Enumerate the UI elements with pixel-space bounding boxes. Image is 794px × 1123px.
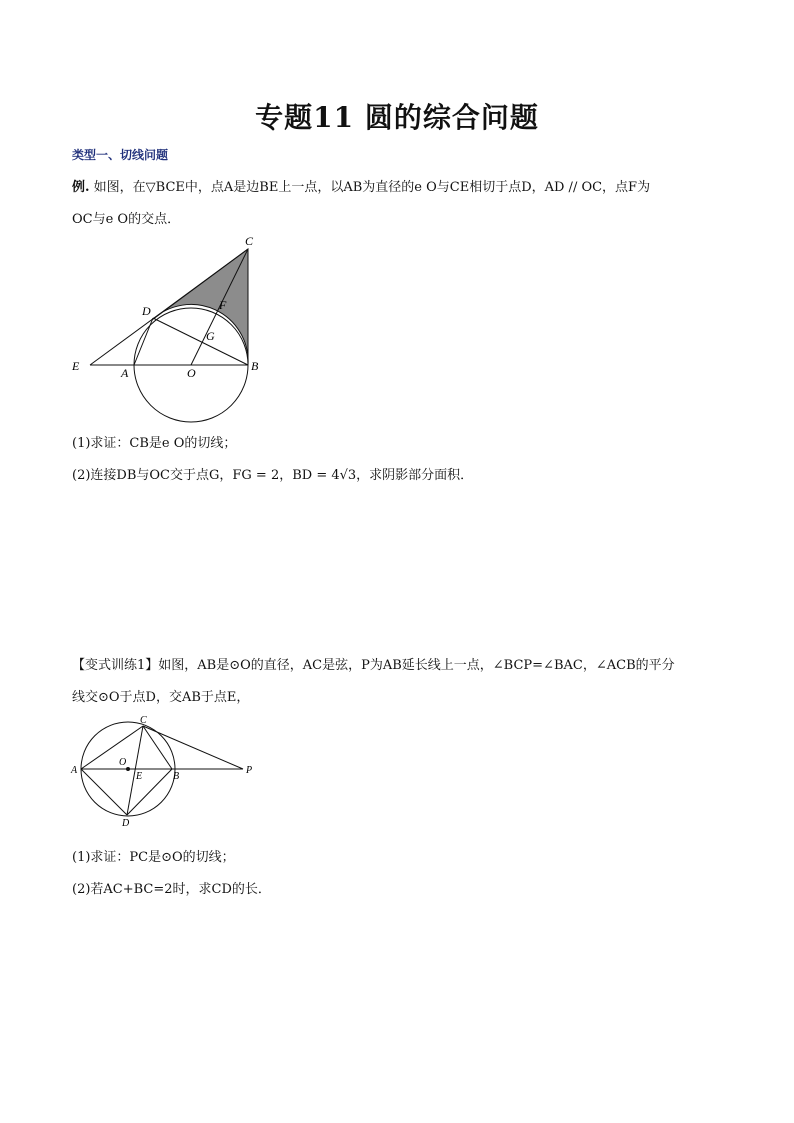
example-question-1: (1)求证：CB是e O的切线； — [72, 436, 237, 451]
label-f: F — [219, 298, 227, 312]
label-b-variant: B — [173, 771, 180, 782]
variant-question-2: (2)若AC+BC=2时，求CD的长． — [72, 882, 271, 897]
variant-line-1: 【变式训练1】如图，AB是⊙O的直径，AC是弦，P为AB延长线上一点，∠BCP=∠BAC，∠ACB的平分 — [72, 658, 675, 673]
page-title: 专题11 圆的综合问题 — [255, 101, 539, 134]
label-e: E — [72, 359, 80, 373]
label-a: A — [121, 366, 129, 380]
variant-question-1: (1)求证：PC是⊙O的切线； — [72, 850, 235, 865]
example-question-2: (2)连接DB与OC交于点G，FG = 2，BD = 4√3，求阴影部分面积． — [72, 468, 474, 483]
segment-ad — [134, 318, 153, 365]
label-d-variant: D — [122, 818, 130, 829]
variant-line-2: 线交⊙O于点D，交AB于点E， — [72, 690, 250, 705]
example-line-1 — [72, 176, 650, 195]
segment-ac — [81, 726, 143, 769]
variant-figure — [68, 712, 258, 832]
label-b: B — [251, 359, 259, 373]
segment-db — [153, 318, 248, 365]
example-line-2: OC与e O的交点． — [72, 212, 181, 227]
label-c-variant: C — [140, 715, 147, 726]
label-a-variant: A — [71, 765, 78, 776]
section-type-heading: 类型一、切线问题 — [72, 148, 169, 162]
label-e-variant: E — [136, 771, 143, 782]
center-dot — [126, 767, 130, 771]
label-p-variant: P — [246, 765, 253, 776]
label-o-variant: O — [119, 757, 127, 768]
label-o: O — [187, 366, 196, 380]
example-label: 例. — [72, 180, 90, 195]
label-c: C — [245, 234, 254, 248]
example-text-1: 如图，在▽BCE中，点A是边BE上一点，以AB为直径的e O与CE相切于点D，AD // OC，点F为 — [93, 180, 651, 195]
label-g: G — [206, 329, 215, 343]
label-d: D — [142, 304, 151, 318]
segment-ad-variant — [81, 769, 127, 815]
example-figure — [60, 228, 280, 428]
